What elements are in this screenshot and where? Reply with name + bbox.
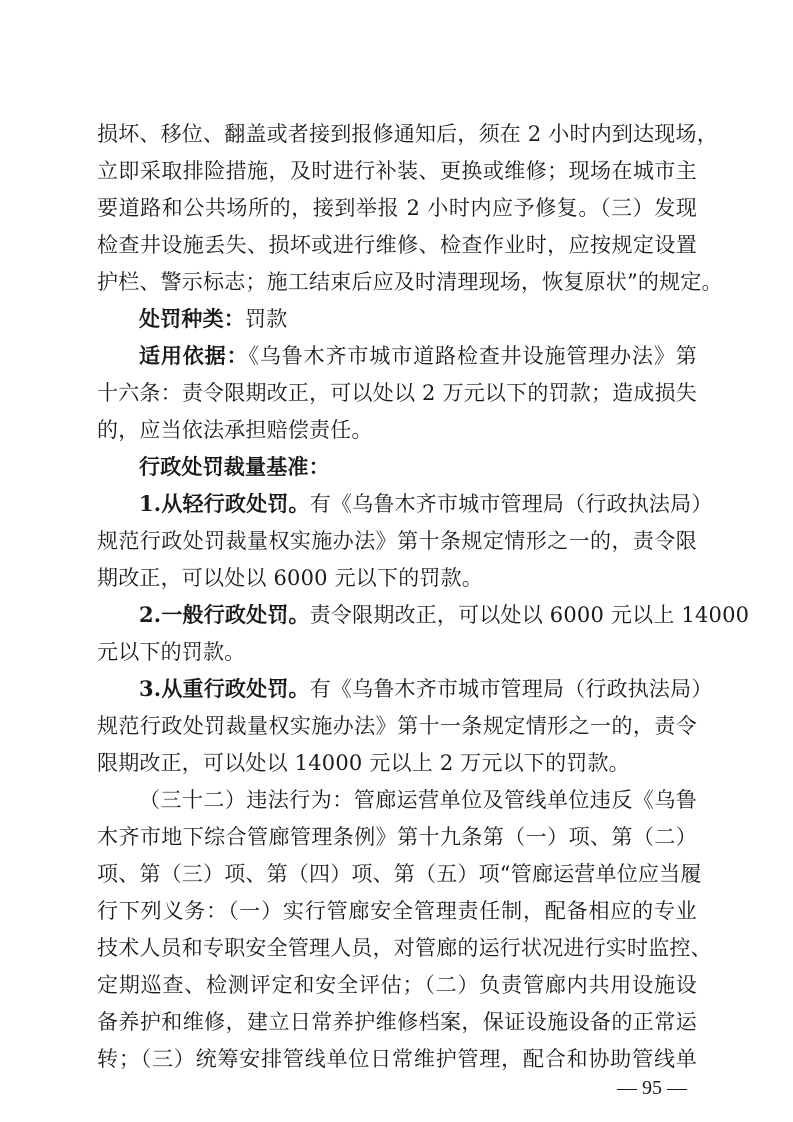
item3-label: 3.从重行政处罚。 xyxy=(139,676,310,701)
section-heading: 行政处罚裁量基准： xyxy=(139,454,330,479)
body-line: 元以下的罚款。 xyxy=(97,640,246,664)
body-line: 十六条：责令限期改正，可以处以 2 万元以下的罚款；造成损失 xyxy=(97,381,697,405)
basis-label: 适用依据： xyxy=(139,343,249,368)
body-line: 木齐市地下综合管廊管理条例》第十九条第（一）项、第（二） xyxy=(97,825,697,849)
item2-text: 责令限期改正，可以处以 6000 元以上 14000 xyxy=(309,603,750,627)
body-line: 备养护和维修，建立日常养护维修档案，保证设施设备的正常运 xyxy=(97,1010,697,1034)
body-line: 损坏、移位、翻盖或者接到报修通知后，须在 2 小时内到达现场， xyxy=(97,122,718,146)
body-line: 技术人员和专职安全管理人员，对管廊的运行状况进行实时监控、 xyxy=(97,936,712,960)
basis-text: 《乌鲁木齐市城市道路检查井设施管理办法》第 xyxy=(248,344,698,368)
body-line: 立即采取排险措施，及时进行补装、更换或维修；现场在城市主 xyxy=(97,159,697,183)
page-number: — 95 — xyxy=(617,1077,687,1099)
item2-line xyxy=(139,597,750,633)
body-line: 的，应当依法承担赔偿责任。 xyxy=(97,418,373,442)
basis-line xyxy=(139,338,697,374)
penalty-type-value: 罚款 xyxy=(245,307,288,331)
body-line: （三十二）违法行为：管廊运营单位及管线单位违反《乌鲁 xyxy=(139,788,697,812)
body-line: 规范行政处罚裁量权实施办法》第十一条规定情形之一的，责令 xyxy=(97,714,697,738)
body-line: 限期改正，可以处以 14000 元以上 2 万元以下的罚款。 xyxy=(97,751,630,775)
item2-label: 2.一般行政处罚。 xyxy=(139,602,310,627)
body-line: 行下列义务：（一）实行管廊安全管理责任制，配备相应的专业 xyxy=(97,899,697,923)
body-line: 检查井设施丢失、损坏或进行维修、检查作业时，应按规定设置 xyxy=(97,233,697,257)
body-line: 护栏、警示标志；施工结束后应及时清理现场，恢复原状”的规定。 xyxy=(97,270,723,294)
item1-label: 1.从轻行政处罚。 xyxy=(139,491,310,516)
item1-text: 有《乌鲁木齐市城市管理局（行政执法局） xyxy=(309,492,713,516)
item1-line xyxy=(139,486,713,522)
body-line: 项、第（三）项、第（四）项、第（五）项“管廊运营单位应当履 xyxy=(97,862,702,886)
item3-text: 有《乌鲁木齐市城市管理局（行政执法局） xyxy=(309,677,713,701)
item3-line xyxy=(139,671,713,707)
body-line: 规范行政处罚裁量权实施办法》第十条规定情形之一的，责令限 xyxy=(97,529,697,553)
body-line: 转；（三）统筹安排管线单位日常维护管理，配合和协助管线单 xyxy=(97,1047,697,1071)
body-line: 定期巡查、检测评定和安全评估；（二）负责管廊内共用设施设 xyxy=(97,973,697,997)
body-line: 期改正，可以处以 6000 元以下的罚款。 xyxy=(97,566,483,590)
penalty-type-label: 处罚种类： xyxy=(139,306,245,331)
body-line: 要道路和公共场所的，接到举报 2 小时内应予修复。（三）发现 xyxy=(97,196,697,220)
penalty-type-line xyxy=(139,301,697,337)
